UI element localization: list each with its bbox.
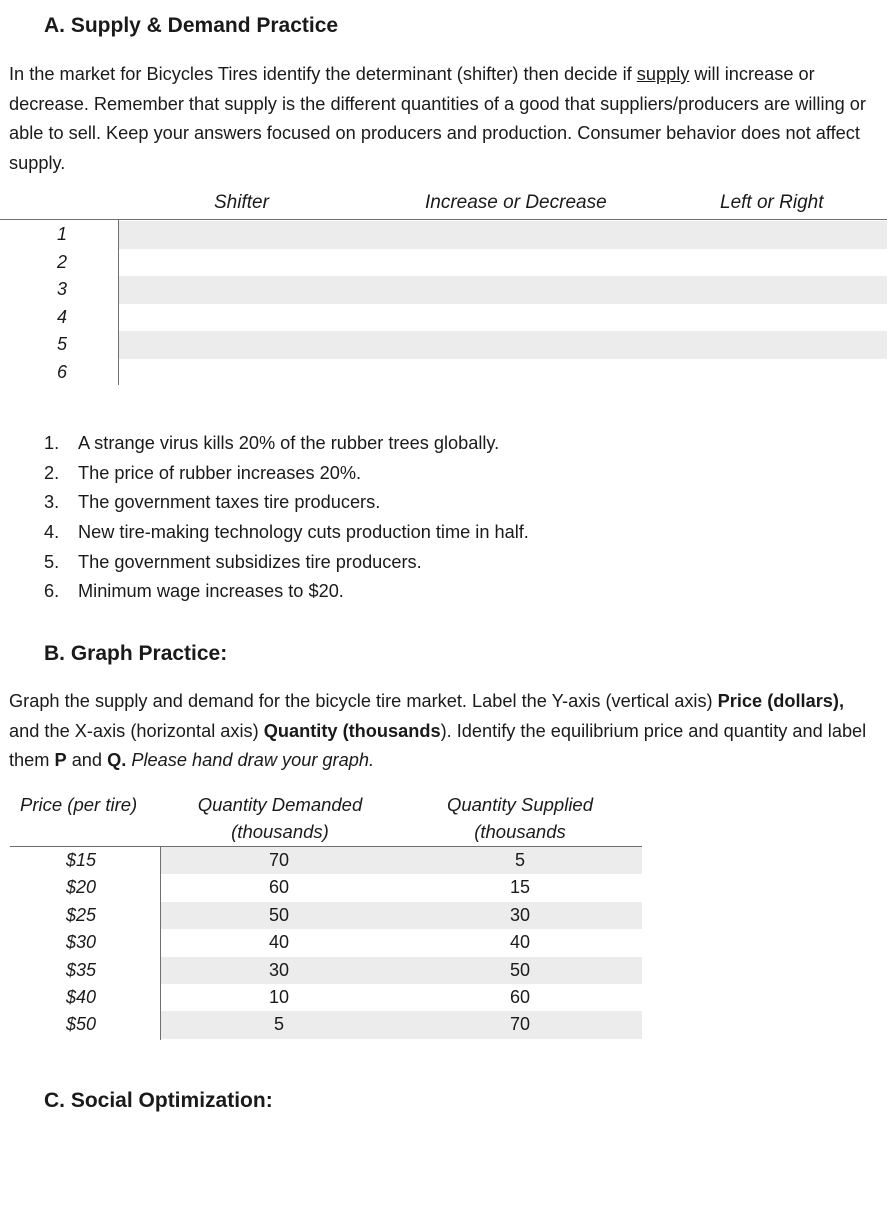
col-header-qs: Quantity Supplied (thousands — [446, 794, 594, 842]
row-number: 4 — [56, 306, 67, 327]
section-b-heading: B. Graph Practice: — [44, 642, 228, 665]
col-header-qd: Quantity Demanded (thousands) — [197, 794, 363, 842]
row-number: 5 — [56, 334, 67, 354]
table-row: $15 70 5 — [10, 847, 642, 874]
table-a-row — [0, 304, 887, 332]
shifter-list — [44, 429, 529, 607]
section-b-instructions: Graph the supply and demand for the bicycle tire market. Label the Y-axis (vertical axis) Price (dollars), and the X-axis (horizontal axis) Quantity (thousands). Identify the equilibrium price and quantity and label them P and Q. Please hand draw your graph. — [9, 691, 867, 770]
row-number: 2 — [56, 251, 67, 272]
list-item: 4. New tire-making technology cuts production time in half. — [44, 522, 529, 543]
table-a-column-divider — [118, 220, 119, 385]
row-number: 1 — [56, 224, 67, 244]
list-item: 5. The government subsidizes tire producers. — [44, 551, 422, 572]
table-row: $40 10 60 — [66, 987, 531, 1007]
section-a-heading: A. Supply & Demand Practice — [44, 14, 339, 37]
intro-text-1: In the market for Bicycles Tires identify the determinant (shifter) then decide if — [9, 64, 637, 84]
table-a-row — [0, 249, 887, 277]
table-row: $30 40 40 — [66, 932, 531, 953]
table-a-row — [0, 331, 887, 359]
col-header-increase-decrease: Increase or Decrease — [425, 192, 607, 213]
list-item: 6. Minimum wage increases to $20. — [44, 581, 344, 602]
list-item: 2. The price of rubber increases 20%. — [44, 462, 362, 483]
section-c-heading: C. Social Optimization: — [44, 1089, 273, 1112]
table-row: $35 30 50 — [10, 957, 642, 984]
section-a-instructions — [9, 60, 879, 178]
table-a-row — [0, 221, 887, 249]
list-item: 3. The government taxes tire producers. — [44, 492, 381, 513]
row-number: 3 — [56, 279, 67, 299]
table-a-row — [0, 276, 887, 304]
col-header-price: Price (per tire) — [20, 794, 138, 815]
col-header-shifter: Shifter — [214, 192, 269, 213]
list-item: 1. A strange virus kills 20% of the rubber trees globally. — [44, 433, 500, 453]
table-a-row — [0, 359, 887, 387]
row-number: 6 — [56, 361, 67, 382]
intro-underlined: supply — [636, 64, 690, 84]
table-row: $25 50 30 — [10, 902, 642, 929]
intro-text-2: will increase or decrease. Remember that supply is the different quantities of a good that suppliers/producers are willing or able to sell. Keep your answers focused on producers and production. Consumer behavior does not affect supply. — [9, 64, 866, 173]
table-b-column-divider — [160, 847, 161, 1040]
table-row: $50 5 70 — [10, 1011, 642, 1038]
table-row: $20 60 15 — [66, 877, 531, 898]
table-a-header-rule — [0, 219, 887, 220]
col-header-left-right: Left or Right — [720, 192, 824, 213]
